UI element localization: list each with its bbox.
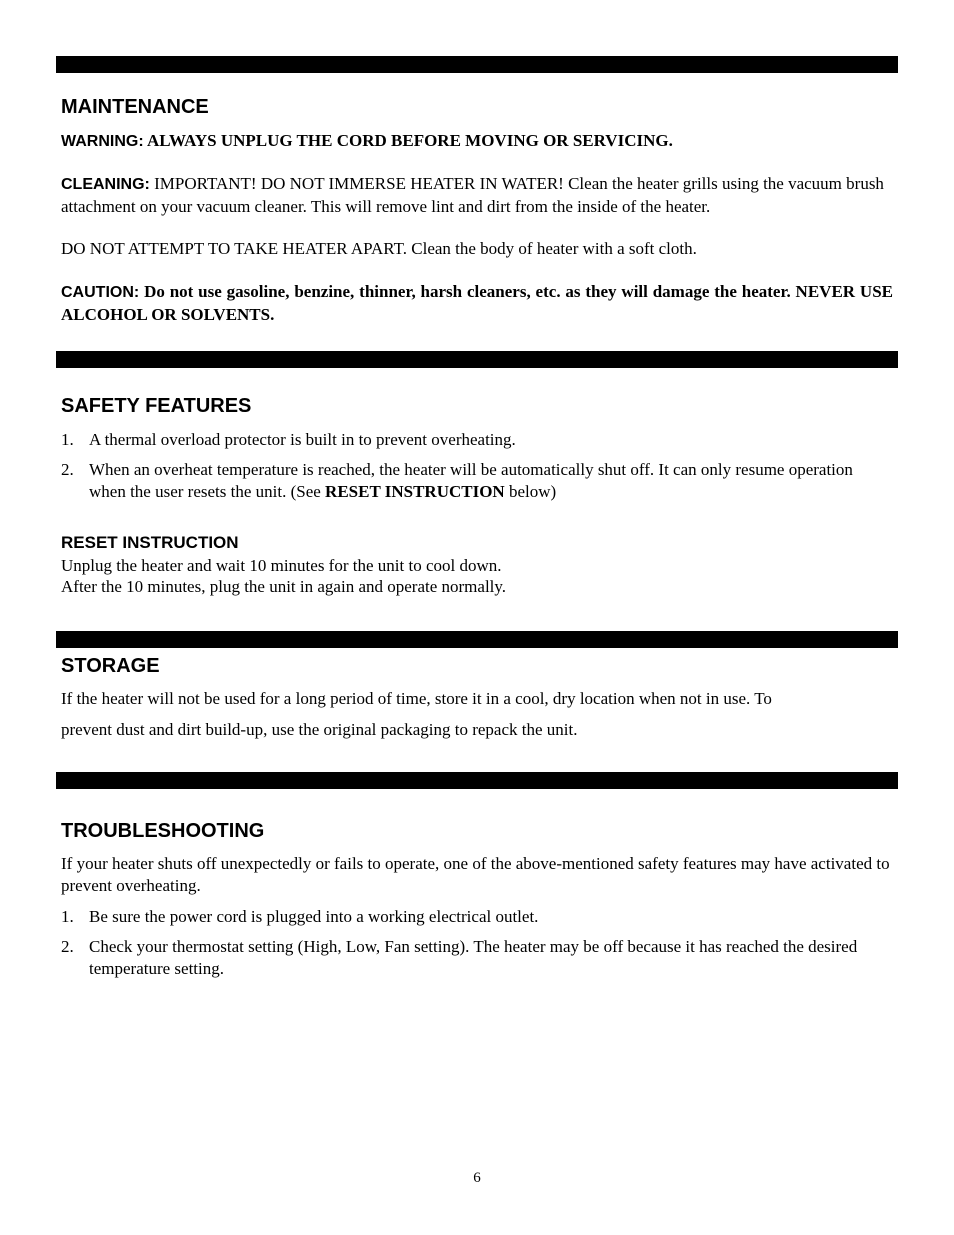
section-divider-bar — [56, 351, 898, 368]
caution-text: Do not use gasoline, benzine, thinner, harsh cleaners, etc. as they will damage the heater. NEVER USE ALCOHOL OR SOLVENTS. — [61, 282, 893, 324]
storage-line-1: If the heater will not be used for a long period of time, store it in a cool, dry location when not in use. To — [61, 689, 772, 708]
maintenance-heading: MAINTENANCE — [61, 96, 209, 118]
list-number: 1. — [61, 907, 74, 926]
reset-instruction-reference: RESET INSTRUCTION — [325, 482, 505, 501]
list-text: Check your thermostat setting (High, Low, Fan setting). The heater may be off because it has reached the desired temperature setting. — [89, 937, 858, 978]
troubleshooting-intro: If your heater shuts off unexpectedly or fails to operate, one of the above-mentioned safety features may have activated to prevent overheating. — [61, 854, 890, 895]
list-text-part: below) — [504, 482, 557, 501]
page-number: 6 — [473, 1170, 481, 1186]
safety-heading: SAFETY FEATURES — [61, 395, 252, 417]
list-item — [61, 936, 893, 980]
section-divider-bar — [56, 631, 898, 648]
list-text: A thermal overload protector is built in to prevent overheating. — [89, 430, 516, 449]
caution-label: CAUTION: — [61, 284, 140, 301]
cleaning-label: CLEANING: — [61, 176, 150, 193]
list-text — [89, 459, 893, 503]
troubleshooting-heading: TROUBLESHOOTING — [61, 820, 265, 842]
storage-line-2: prevent dust and dirt build-up, use the original packaging to repack the unit. — [61, 720, 578, 739]
section-divider-bar — [56, 772, 898, 789]
caution-paragraph — [61, 281, 893, 326]
reset-line-1: Unplug the heater and wait 10 minutes for the unit to cool down. — [61, 556, 502, 575]
reset-line-2: After the 10 minutes, plug the unit in again and operate normally. — [61, 577, 507, 596]
list-item — [61, 429, 893, 451]
list-item — [61, 906, 893, 928]
list-number: 1. — [61, 430, 74, 449]
warning-label: WARNING: — [61, 133, 144, 150]
list-text: Be sure the power cord is plugged into a working electrical outlet. — [89, 907, 539, 926]
warning-text: ALWAYS UNPLUG THE CORD BEFORE MOVING OR SERVICING. — [143, 131, 673, 150]
disassembly-warning: DO NOT ATTEMPT TO TAKE HEATER APART. Clean the body of heater with a soft cloth. — [61, 239, 697, 258]
cleaning-text: IMPORTANT! DO NOT IMMERSE HEATER IN WATER! Clean the heater grills using the vacuum brush attachment on your vacuum cleaner. This will remove lint and dirt from the inside of the heater. — [61, 174, 884, 216]
list-number: 2. — [61, 937, 74, 956]
list-text-part: When an overheat temperature is reached, the heater will be automatically shut off. It can only resume operation when the user resets the unit. (See — [89, 460, 853, 501]
storage-heading: STORAGE — [61, 655, 160, 677]
list-item — [61, 459, 893, 503]
list-number: 2. — [61, 460, 74, 479]
cleaning-paragraph — [61, 173, 893, 218]
warning-paragraph — [61, 130, 893, 153]
section-divider-bar — [56, 56, 898, 73]
reset-instruction-heading: RESET INSTRUCTION — [61, 533, 239, 552]
